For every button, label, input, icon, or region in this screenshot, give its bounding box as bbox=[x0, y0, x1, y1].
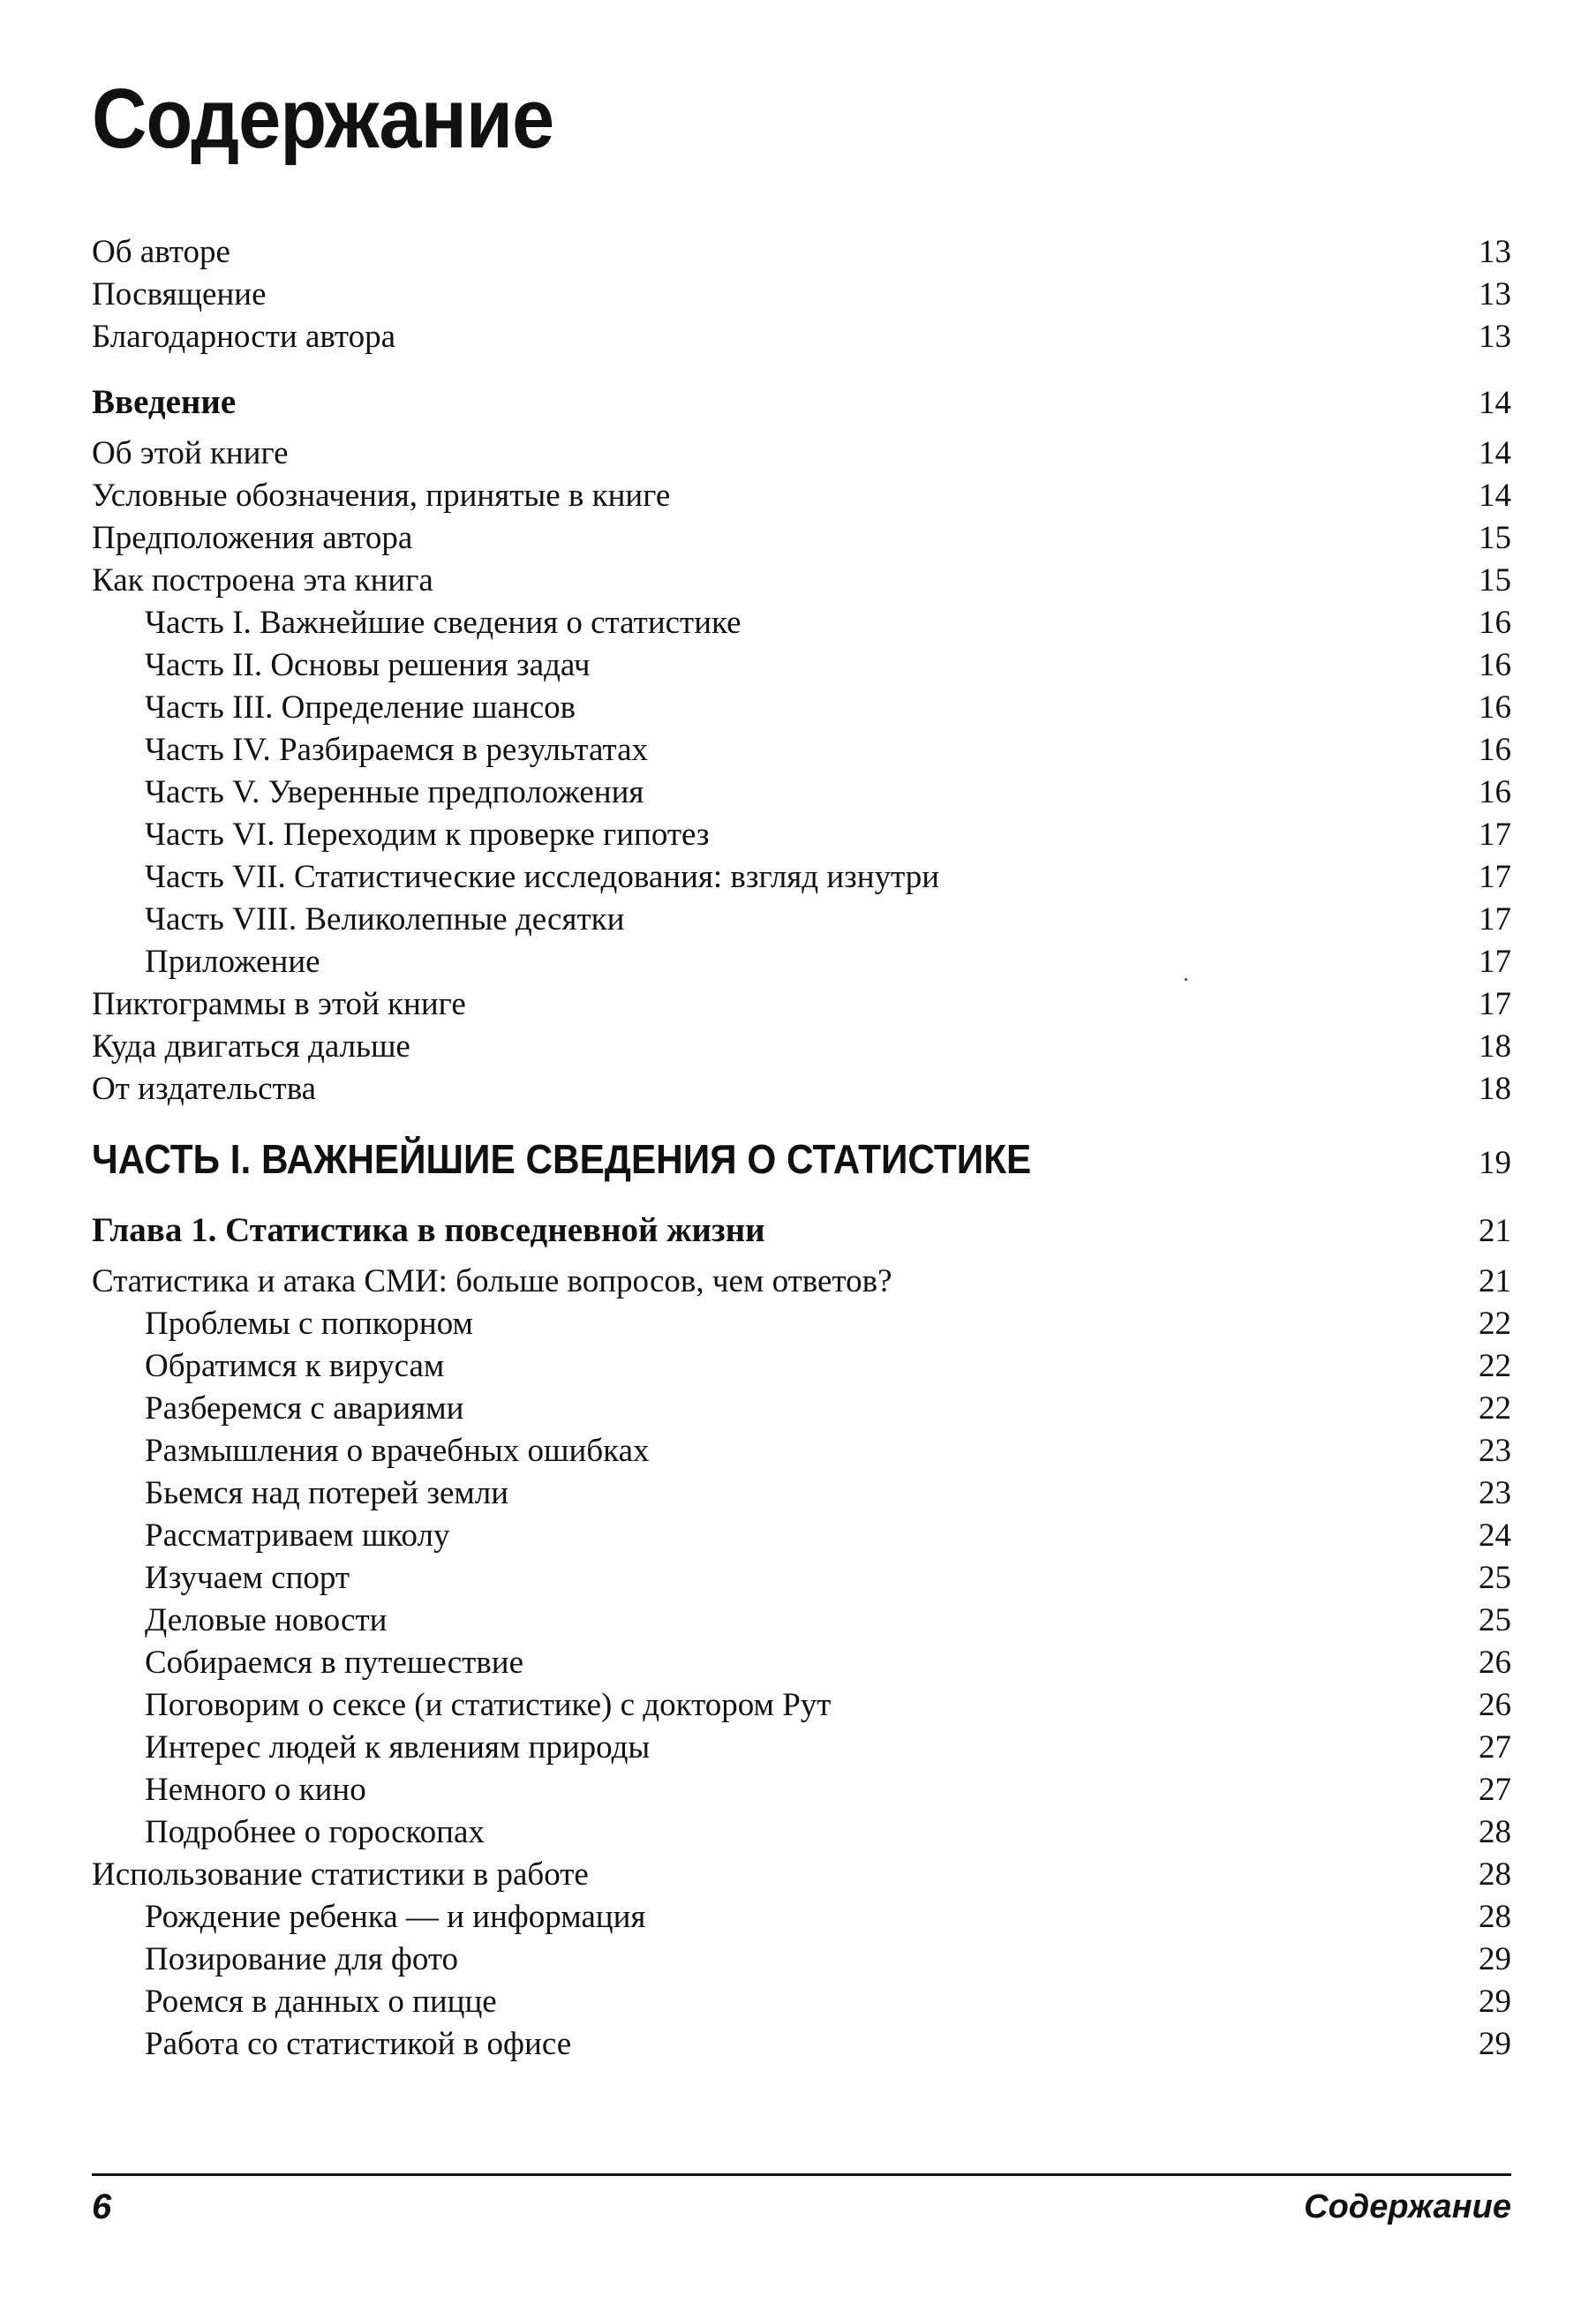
toc-entry-page: 16 bbox=[1479, 774, 1511, 810]
toc-entry-page: 18 bbox=[1479, 1071, 1511, 1107]
toc-entry-page: 27 bbox=[1479, 1772, 1511, 1808]
toc-sub-row bbox=[92, 2023, 1511, 2066]
toc-entry-page: 14 bbox=[1479, 478, 1511, 514]
toc-entry-row bbox=[92, 517, 1511, 560]
toc-entry-title: Часть I. Важнейшие сведения о статистике bbox=[145, 605, 742, 641]
toc-sub-row bbox=[92, 1303, 1511, 1345]
toc-entry-page: 28 bbox=[1479, 1814, 1511, 1850]
toc-sub-row bbox=[92, 602, 1511, 644]
toc-entry-row bbox=[92, 1854, 1511, 1896]
toc-entry-title: Разберемся с авариями bbox=[145, 1390, 464, 1427]
toc-entry-row bbox=[92, 1068, 1511, 1111]
toc-entry-page: 16 bbox=[1479, 647, 1511, 683]
toc-entry-row bbox=[92, 433, 1511, 475]
toc-sub-row bbox=[92, 1684, 1511, 1727]
toc-entry-title: Как построена эта книга bbox=[92, 562, 433, 599]
toc-entry-title: Собираемся в путешествие bbox=[145, 1645, 523, 1681]
toc-entry-row bbox=[92, 560, 1511, 602]
toc-entry-page: 26 bbox=[1479, 1645, 1511, 1681]
toc-sub-row bbox=[92, 941, 1511, 983]
toc-entry-title: Немного о кино bbox=[145, 1772, 366, 1808]
toc-entry-page: 22 bbox=[1479, 1348, 1511, 1384]
toc-sub-row bbox=[92, 1642, 1511, 1684]
toc-entry-row bbox=[92, 1261, 1511, 1303]
toc-entry-title: Подробнее о гороскопах bbox=[145, 1814, 485, 1850]
toc-entry-title: Обратимся к вирусам bbox=[145, 1348, 445, 1384]
toc-sub-row bbox=[92, 1769, 1511, 1811]
toc-entry-page: 22 bbox=[1479, 1390, 1511, 1427]
toc-entry-page: 27 bbox=[1479, 1729, 1511, 1766]
toc-entry-page: 15 bbox=[1479, 562, 1511, 599]
toc-sub-row bbox=[92, 1557, 1511, 1600]
toc-sub-row bbox=[92, 687, 1511, 729]
toc-entry-title: Рассматриваем школу bbox=[145, 1517, 450, 1554]
footer-rule bbox=[92, 2173, 1511, 2176]
toc-entry-title: Интерес людей к явлениям природы bbox=[145, 1729, 651, 1766]
toc-sub-row bbox=[92, 1939, 1511, 1981]
toc-sub-row bbox=[92, 1600, 1511, 1642]
toc-entry-row bbox=[92, 983, 1511, 1026]
toc-entry-page: 17 bbox=[1479, 944, 1511, 980]
toc-entry-row bbox=[92, 316, 1511, 358]
toc-entry-page: 29 bbox=[1479, 1984, 1511, 2020]
toc-entry-page: 13 bbox=[1479, 234, 1511, 270]
toc-sub-row bbox=[92, 1896, 1511, 1939]
toc-sub-row bbox=[92, 1388, 1511, 1430]
toc-entry-title: Рождение ребенка — и информация bbox=[145, 1899, 646, 1935]
toc-entry-title: ЧАСТЬ I. ВАЖНЕЙШИЕ СВЕДЕНИЯ О СТАТИСТИКЕ bbox=[92, 1136, 1032, 1182]
toc-entry-title: Использование статистики в работе bbox=[92, 1856, 589, 1893]
toc-entry-page: 21 bbox=[1479, 1263, 1511, 1299]
toc-entry-page: 13 bbox=[1479, 319, 1511, 355]
toc-entry-row bbox=[92, 231, 1511, 274]
toc-entry-title: Часть V. Уверенные предположения bbox=[145, 774, 644, 810]
toc-entry-page: 26 bbox=[1479, 1687, 1511, 1723]
toc-sub-row bbox=[92, 1345, 1511, 1388]
toc-entry-title: Часть VII. Статистические исследования: взгляд изнутри bbox=[145, 859, 940, 895]
page-title: Содержание bbox=[92, 72, 554, 166]
toc-entry-page: 17 bbox=[1479, 901, 1511, 937]
toc-entry-title: Статистика и атака СМИ: больше вопросов, чем ответов? bbox=[92, 1263, 892, 1299]
toc-entry-title: Работа со статистикой в офисе bbox=[145, 2026, 572, 2062]
toc-entry-title: Об авторе bbox=[92, 234, 230, 270]
toc-entry-page: 17 bbox=[1479, 986, 1511, 1022]
toc-chapter-row bbox=[92, 1208, 1511, 1254]
toc-entry-page: 16 bbox=[1479, 605, 1511, 641]
toc-sub-row bbox=[92, 814, 1511, 856]
toc-entry-title: Роемся в данных о пицце bbox=[145, 1984, 497, 2020]
toc-sub-row bbox=[92, 1811, 1511, 1854]
toc-entry-title: Часть II. Основы решения задач bbox=[145, 647, 591, 683]
table-of-contents bbox=[92, 231, 1511, 2066]
toc-entry-page: 25 bbox=[1479, 1602, 1511, 1638]
toc-entry-page: 22 bbox=[1479, 1306, 1511, 1342]
toc-entry-title: Предположения автора bbox=[92, 520, 413, 556]
toc-entry-title: Часть VIII. Великолепные десятки bbox=[145, 901, 625, 937]
toc-sub-row bbox=[92, 729, 1511, 772]
toc-entry-page: 21 bbox=[1479, 1213, 1511, 1249]
toc-sub-row bbox=[92, 1515, 1511, 1557]
toc-entry-title: Деловые новости bbox=[145, 1602, 388, 1638]
toc-entry-row bbox=[92, 475, 1511, 517]
toc-entry-page: 23 bbox=[1479, 1475, 1511, 1511]
toc-entry-page: 28 bbox=[1479, 1899, 1511, 1935]
toc-entry-title: Глава 1. Статистика в повседневной жизни bbox=[92, 1211, 765, 1249]
toc-entry-page: 16 bbox=[1479, 689, 1511, 726]
toc-sub-row bbox=[92, 644, 1511, 687]
toc-entry-row bbox=[92, 1026, 1511, 1068]
toc-entry-title: Позирование для фото bbox=[145, 1941, 459, 1977]
toc-sub-row bbox=[92, 1981, 1511, 2023]
toc-sub-row bbox=[92, 1472, 1511, 1515]
toc-entry-page: 15 bbox=[1479, 520, 1511, 556]
toc-entry-title: Куда двигаться дальше bbox=[92, 1028, 410, 1065]
toc-entry-title: Размышления о врачебных ошибках bbox=[145, 1433, 650, 1469]
scan-speck bbox=[1185, 978, 1187, 981]
toc-entry-title: Часть VI. Переходим к проверке гипотез bbox=[145, 817, 710, 853]
toc-entry-page: 28 bbox=[1479, 1856, 1511, 1893]
toc-entry-page: 29 bbox=[1479, 1941, 1511, 1977]
toc-entry-row bbox=[92, 274, 1511, 316]
toc-entry-page: 13 bbox=[1479, 276, 1511, 312]
footer-running-title: Содержание bbox=[1304, 2188, 1511, 2225]
toc-entry-title: Изучаем спорт bbox=[145, 1560, 350, 1596]
toc-entry-title: Посвящение bbox=[92, 276, 267, 312]
toc-entry-page: 17 bbox=[1479, 859, 1511, 895]
toc-sub-row bbox=[92, 856, 1511, 899]
toc-entry-title: Приложение bbox=[145, 944, 320, 980]
toc-entry-page: 29 bbox=[1479, 2026, 1511, 2062]
toc-entry-page: 14 bbox=[1479, 385, 1511, 421]
toc-sub-row bbox=[92, 899, 1511, 941]
toc-entry-page: 24 bbox=[1479, 1517, 1511, 1554]
toc-entry-title: Поговорим о сексе (и статистике) с доктором Рут bbox=[145, 1687, 832, 1723]
toc-entry-title: Бьемся над потерей земли bbox=[145, 1475, 509, 1511]
toc-sub-row bbox=[92, 1727, 1511, 1769]
toc-entry-page: 17 bbox=[1479, 817, 1511, 853]
footer-page-number: 6 bbox=[92, 2187, 112, 2226]
toc-entry-page: 19 bbox=[1479, 1145, 1511, 1181]
toc-entry-page: 14 bbox=[1479, 435, 1511, 471]
toc-entry-title: Часть IV. Разбираемся в результатах bbox=[145, 732, 649, 768]
toc-entry-title: Пиктограммы в этой книге bbox=[92, 986, 466, 1022]
toc-entry-page: 25 bbox=[1479, 1560, 1511, 1596]
toc-entry-title: Введение bbox=[92, 383, 237, 421]
toc-entry-page: 23 bbox=[1479, 1433, 1511, 1469]
toc-entry-title: Благодарности автора bbox=[92, 319, 396, 355]
toc-part-row bbox=[92, 1132, 1511, 1186]
toc-entry-title: От издательства bbox=[92, 1071, 317, 1107]
toc-entry-page: 18 bbox=[1479, 1028, 1511, 1065]
toc-entry-title: Об этой книге bbox=[92, 435, 289, 471]
toc-entry-page: 16 bbox=[1479, 732, 1511, 768]
toc-sub-row bbox=[92, 1430, 1511, 1472]
toc-entry-title: Часть III. Определение шансов bbox=[145, 689, 576, 726]
toc-sub-row bbox=[92, 772, 1511, 814]
toc-chapter-row bbox=[92, 380, 1511, 425]
toc-entry-title: Проблемы с попкорном bbox=[145, 1306, 473, 1342]
toc-entry-title: Условные обозначения, принятые в книге bbox=[92, 478, 671, 514]
